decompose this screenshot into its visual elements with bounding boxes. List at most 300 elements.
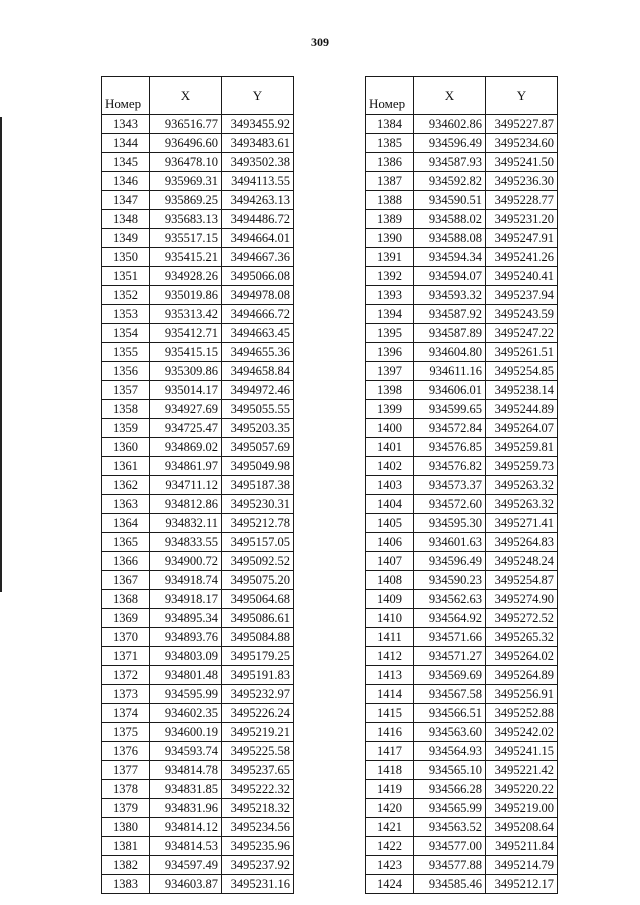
point-number-cell: 1346 bbox=[102, 172, 150, 191]
table-row bbox=[102, 172, 294, 191]
coord-y-cell: 3494658.84 bbox=[222, 362, 294, 381]
coord-x-cell: 934812.86 bbox=[150, 495, 222, 514]
coord-y-cell: 3494664.01 bbox=[222, 229, 294, 248]
coord-y-cell: 3493455.92 bbox=[222, 115, 294, 134]
coord-y-cell: 3495055.55 bbox=[222, 400, 294, 419]
coord-x-cell: 934832.11 bbox=[150, 514, 222, 533]
point-number-cell: 1343 bbox=[102, 115, 150, 134]
point-number-cell: 1394 bbox=[366, 305, 414, 324]
coord-y-cell: 3495236.30 bbox=[486, 172, 558, 191]
coord-y-cell: 3494486.72 bbox=[222, 210, 294, 229]
point-number-cell: 1399 bbox=[366, 400, 414, 419]
table-row bbox=[102, 457, 294, 476]
point-number-cell: 1408 bbox=[366, 571, 414, 590]
point-number-cell: 1358 bbox=[102, 400, 150, 419]
coord-y-cell: 3495084.88 bbox=[222, 628, 294, 647]
table-row bbox=[102, 115, 294, 134]
coord-y-cell: 3495219.00 bbox=[486, 799, 558, 818]
point-number-cell: 1344 bbox=[102, 134, 150, 153]
point-number-cell: 1345 bbox=[102, 153, 150, 172]
table-row bbox=[102, 514, 294, 533]
coord-y-cell: 3495254.85 bbox=[486, 362, 558, 381]
coord-x-cell: 934595.30 bbox=[414, 514, 486, 533]
coord-y-cell: 3495212.17 bbox=[486, 875, 558, 894]
table-row bbox=[366, 875, 558, 894]
coord-x-cell: 934569.69 bbox=[414, 666, 486, 685]
table-row bbox=[102, 229, 294, 248]
coord-x-cell: 934572.84 bbox=[414, 419, 486, 438]
coord-y-cell: 3495066.08 bbox=[222, 267, 294, 286]
point-number-cell: 1356 bbox=[102, 362, 150, 381]
coord-x-cell: 934918.17 bbox=[150, 590, 222, 609]
point-number-cell: 1398 bbox=[366, 381, 414, 400]
coord-y-cell: 3495274.90 bbox=[486, 590, 558, 609]
coord-x-cell: 934563.52 bbox=[414, 818, 486, 837]
point-number-cell: 1375 bbox=[102, 723, 150, 742]
table-row bbox=[366, 362, 558, 381]
table-row bbox=[102, 609, 294, 628]
coord-y-cell: 3495228.77 bbox=[486, 191, 558, 210]
point-number-cell: 1423 bbox=[366, 856, 414, 875]
point-number-cell: 1418 bbox=[366, 761, 414, 780]
table-row bbox=[366, 704, 558, 723]
coord-y-cell: 3495240.41 bbox=[486, 267, 558, 286]
coord-x-cell: 934814.12 bbox=[150, 818, 222, 837]
point-number-cell: 1370 bbox=[102, 628, 150, 647]
coord-x-cell: 934814.78 bbox=[150, 761, 222, 780]
coord-x-cell: 934571.27 bbox=[414, 647, 486, 666]
coord-x-cell: 934596.49 bbox=[414, 552, 486, 571]
table-row bbox=[102, 799, 294, 818]
table-row bbox=[102, 495, 294, 514]
table-row bbox=[366, 742, 558, 761]
coord-y-cell: 3495057.69 bbox=[222, 438, 294, 457]
coord-x-cell: 934592.82 bbox=[414, 172, 486, 191]
coord-y-cell: 3495247.91 bbox=[486, 229, 558, 248]
coord-x-cell: 935412.71 bbox=[150, 324, 222, 343]
point-number-cell: 1368 bbox=[102, 590, 150, 609]
table-row bbox=[366, 628, 558, 647]
point-number-cell: 1357 bbox=[102, 381, 150, 400]
coord-y-cell: 3495222.32 bbox=[222, 780, 294, 799]
coord-y-cell: 3495264.07 bbox=[486, 419, 558, 438]
point-number-cell: 1376 bbox=[102, 742, 150, 761]
coord-x-cell: 936496.60 bbox=[150, 134, 222, 153]
coord-x-cell: 934587.93 bbox=[414, 153, 486, 172]
point-number-cell: 1417 bbox=[366, 742, 414, 761]
table-row bbox=[366, 533, 558, 552]
coord-x-cell: 934814.53 bbox=[150, 837, 222, 856]
table-row bbox=[366, 191, 558, 210]
table-row bbox=[102, 362, 294, 381]
coord-y-cell: 3495221.42 bbox=[486, 761, 558, 780]
table-row bbox=[102, 533, 294, 552]
coord-x-cell: 934590.23 bbox=[414, 571, 486, 590]
point-number-cell: 1424 bbox=[366, 875, 414, 894]
point-number-cell: 1379 bbox=[102, 799, 150, 818]
coord-x-cell: 934597.49 bbox=[150, 856, 222, 875]
point-number-cell: 1403 bbox=[366, 476, 414, 495]
point-number-cell: 1350 bbox=[102, 248, 150, 267]
coord-y-cell: 3495265.32 bbox=[486, 628, 558, 647]
point-number-cell: 1416 bbox=[366, 723, 414, 742]
coord-x-cell: 934594.07 bbox=[414, 267, 486, 286]
point-number-cell: 1409 bbox=[366, 590, 414, 609]
coord-y-cell: 3494663.45 bbox=[222, 324, 294, 343]
coord-y-cell: 3495203.35 bbox=[222, 419, 294, 438]
coord-x-cell: 934567.58 bbox=[414, 685, 486, 704]
coord-y-cell: 3495272.52 bbox=[486, 609, 558, 628]
table-row bbox=[102, 476, 294, 495]
table-row bbox=[102, 153, 294, 172]
table-row bbox=[102, 210, 294, 229]
coord-x-cell: 934566.51 bbox=[414, 704, 486, 723]
point-number-cell: 1364 bbox=[102, 514, 150, 533]
coord-x-cell: 934833.55 bbox=[150, 533, 222, 552]
coord-x-cell: 935683.13 bbox=[150, 210, 222, 229]
point-number-cell: 1420 bbox=[366, 799, 414, 818]
table-row bbox=[366, 476, 558, 495]
point-number-cell: 1355 bbox=[102, 343, 150, 362]
table-row bbox=[102, 438, 294, 457]
point-number-cell: 1388 bbox=[366, 191, 414, 210]
table-row bbox=[102, 761, 294, 780]
point-number-cell: 1415 bbox=[366, 704, 414, 723]
table-row bbox=[366, 685, 558, 704]
point-number-cell: 1421 bbox=[366, 818, 414, 837]
coord-y-cell: 3495243.59 bbox=[486, 305, 558, 324]
table-row bbox=[102, 400, 294, 419]
coord-x-cell: 934594.34 bbox=[414, 248, 486, 267]
coord-x-cell: 934711.12 bbox=[150, 476, 222, 495]
table-row bbox=[102, 191, 294, 210]
table-row bbox=[366, 343, 558, 362]
table-row bbox=[102, 628, 294, 647]
coord-x-cell: 934576.82 bbox=[414, 457, 486, 476]
point-number-cell: 1362 bbox=[102, 476, 150, 495]
table-row bbox=[366, 438, 558, 457]
point-number-cell: 1407 bbox=[366, 552, 414, 571]
point-number-cell: 1400 bbox=[366, 419, 414, 438]
coord-y-cell: 3495241.15 bbox=[486, 742, 558, 761]
coord-y-cell: 3495238.14 bbox=[486, 381, 558, 400]
coord-x-cell: 934861.97 bbox=[150, 457, 222, 476]
point-number-cell: 1381 bbox=[102, 837, 150, 856]
coord-x-cell: 934869.02 bbox=[150, 438, 222, 457]
table-row bbox=[366, 115, 558, 134]
coord-x-cell: 934900.72 bbox=[150, 552, 222, 571]
table-row bbox=[366, 324, 558, 343]
table-row bbox=[366, 229, 558, 248]
point-number-cell: 1365 bbox=[102, 533, 150, 552]
point-number-cell: 1377 bbox=[102, 761, 150, 780]
coord-y-cell: 3494667.36 bbox=[222, 248, 294, 267]
coord-y-cell: 3495264.83 bbox=[486, 533, 558, 552]
point-number-cell: 1405 bbox=[366, 514, 414, 533]
table-row bbox=[366, 267, 558, 286]
table-row bbox=[366, 153, 558, 172]
coord-x-cell: 935415.15 bbox=[150, 343, 222, 362]
table-row bbox=[102, 248, 294, 267]
coord-x-cell: 934593.32 bbox=[414, 286, 486, 305]
coord-y-cell: 3495225.58 bbox=[222, 742, 294, 761]
table-row bbox=[366, 248, 558, 267]
coord-y-cell: 3495191.83 bbox=[222, 666, 294, 685]
coord-y-cell: 3495259.73 bbox=[486, 457, 558, 476]
coord-x-cell: 934928.26 bbox=[150, 267, 222, 286]
point-number-cell: 1406 bbox=[366, 533, 414, 552]
coord-x-cell: 934588.08 bbox=[414, 229, 486, 248]
header-y: Y bbox=[222, 77, 294, 115]
coord-y-cell: 3495252.88 bbox=[486, 704, 558, 723]
coord-y-cell: 3495244.89 bbox=[486, 400, 558, 419]
coord-x-cell: 934606.01 bbox=[414, 381, 486, 400]
table-row bbox=[366, 590, 558, 609]
point-number-cell: 1412 bbox=[366, 647, 414, 666]
point-number-cell: 1359 bbox=[102, 419, 150, 438]
coord-y-cell: 3495263.32 bbox=[486, 476, 558, 495]
coord-x-cell: 934893.76 bbox=[150, 628, 222, 647]
coord-x-cell: 934603.87 bbox=[150, 875, 222, 894]
point-number-cell: 1396 bbox=[366, 343, 414, 362]
table-row bbox=[102, 381, 294, 400]
coord-y-cell: 3494972.46 bbox=[222, 381, 294, 400]
coord-y-cell: 3495187.38 bbox=[222, 476, 294, 495]
coord-y-cell: 3495226.24 bbox=[222, 704, 294, 723]
table-row bbox=[366, 780, 558, 799]
coord-x-cell: 934587.89 bbox=[414, 324, 486, 343]
point-number-cell: 1410 bbox=[366, 609, 414, 628]
coord-y-cell: 3495231.16 bbox=[222, 875, 294, 894]
header-number: Номер bbox=[102, 77, 150, 115]
point-number-cell: 1380 bbox=[102, 818, 150, 837]
table-row bbox=[102, 343, 294, 362]
point-number-cell: 1395 bbox=[366, 324, 414, 343]
coord-x-cell: 934927.69 bbox=[150, 400, 222, 419]
table-row bbox=[102, 685, 294, 704]
table-row bbox=[102, 780, 294, 799]
coord-x-cell: 934599.65 bbox=[414, 400, 486, 419]
table-row bbox=[102, 571, 294, 590]
coord-y-cell: 3495259.81 bbox=[486, 438, 558, 457]
point-number-cell: 1392 bbox=[366, 267, 414, 286]
coord-y-cell: 3495049.98 bbox=[222, 457, 294, 476]
table-row bbox=[366, 305, 558, 324]
table-row bbox=[366, 514, 558, 533]
coord-x-cell: 934611.16 bbox=[414, 362, 486, 381]
table-row bbox=[102, 134, 294, 153]
coordinates-table-right bbox=[365, 76, 558, 894]
coord-x-cell: 934602.86 bbox=[414, 115, 486, 134]
coord-x-cell: 934565.10 bbox=[414, 761, 486, 780]
coord-x-cell: 934803.09 bbox=[150, 647, 222, 666]
coord-x-cell: 935869.25 bbox=[150, 191, 222, 210]
table-row bbox=[102, 704, 294, 723]
table-row bbox=[102, 742, 294, 761]
table-row bbox=[102, 666, 294, 685]
coord-y-cell: 3495092.52 bbox=[222, 552, 294, 571]
coord-x-cell: 935517.15 bbox=[150, 229, 222, 248]
header-y: Y bbox=[486, 77, 558, 115]
coord-y-cell: 3494666.72 bbox=[222, 305, 294, 324]
coord-y-cell: 3495237.92 bbox=[222, 856, 294, 875]
table-row bbox=[366, 856, 558, 875]
point-number-cell: 1354 bbox=[102, 324, 150, 343]
point-number-cell: 1374 bbox=[102, 704, 150, 723]
table-row bbox=[102, 590, 294, 609]
point-number-cell: 1349 bbox=[102, 229, 150, 248]
point-number-cell: 1401 bbox=[366, 438, 414, 457]
table-row bbox=[102, 324, 294, 343]
coord-y-cell: 3495179.25 bbox=[222, 647, 294, 666]
coord-y-cell: 3495212.78 bbox=[222, 514, 294, 533]
coord-y-cell: 3495242.02 bbox=[486, 723, 558, 742]
point-number-cell: 1389 bbox=[366, 210, 414, 229]
coord-y-cell: 3495214.79 bbox=[486, 856, 558, 875]
table-row bbox=[366, 495, 558, 514]
coord-y-cell: 3495157.05 bbox=[222, 533, 294, 552]
table-header-row bbox=[366, 77, 558, 115]
point-number-cell: 1419 bbox=[366, 780, 414, 799]
coord-y-cell: 3495218.32 bbox=[222, 799, 294, 818]
table-row bbox=[366, 723, 558, 742]
coord-x-cell: 934725.47 bbox=[150, 419, 222, 438]
point-number-cell: 1363 bbox=[102, 495, 150, 514]
point-number-cell: 1402 bbox=[366, 457, 414, 476]
table-row bbox=[366, 210, 558, 229]
point-number-cell: 1413 bbox=[366, 666, 414, 685]
coord-x-cell: 934587.92 bbox=[414, 305, 486, 324]
point-number-cell: 1397 bbox=[366, 362, 414, 381]
point-number-cell: 1386 bbox=[366, 153, 414, 172]
table-row bbox=[366, 799, 558, 818]
coord-x-cell: 934565.99 bbox=[414, 799, 486, 818]
coord-x-cell: 935313.42 bbox=[150, 305, 222, 324]
table-row bbox=[102, 286, 294, 305]
table-row bbox=[366, 552, 558, 571]
coord-x-cell: 934576.85 bbox=[414, 438, 486, 457]
coord-x-cell: 935415.21 bbox=[150, 248, 222, 267]
table-row bbox=[366, 419, 558, 438]
table-row bbox=[366, 818, 558, 837]
coord-y-cell: 3494655.36 bbox=[222, 343, 294, 362]
coord-x-cell: 935309.86 bbox=[150, 362, 222, 381]
coord-x-cell: 934577.00 bbox=[414, 837, 486, 856]
coord-y-cell: 3495247.22 bbox=[486, 324, 558, 343]
coord-y-cell: 3495211.84 bbox=[486, 837, 558, 856]
coord-y-cell: 3495235.96 bbox=[222, 837, 294, 856]
table-row bbox=[102, 856, 294, 875]
page-number: 309 bbox=[311, 35, 329, 49]
table-row bbox=[366, 761, 558, 780]
coord-x-cell: 934595.99 bbox=[150, 685, 222, 704]
coord-x-cell: 936516.77 bbox=[150, 115, 222, 134]
coordinates-table-left bbox=[101, 76, 294, 894]
coord-y-cell: 3495271.41 bbox=[486, 514, 558, 533]
coord-x-cell: 934566.28 bbox=[414, 780, 486, 799]
coord-y-cell: 3493502.38 bbox=[222, 153, 294, 172]
coord-x-cell: 934585.46 bbox=[414, 875, 486, 894]
coord-y-cell: 3495208.64 bbox=[486, 818, 558, 837]
coord-y-cell: 3495230.31 bbox=[222, 495, 294, 514]
table-row bbox=[102, 723, 294, 742]
table-row bbox=[366, 400, 558, 419]
table-row bbox=[102, 647, 294, 666]
table-row bbox=[102, 875, 294, 894]
table-row bbox=[366, 647, 558, 666]
coord-y-cell: 3495234.60 bbox=[486, 134, 558, 153]
coord-y-cell: 3495264.02 bbox=[486, 647, 558, 666]
coord-x-cell: 934601.63 bbox=[414, 533, 486, 552]
table-row bbox=[366, 837, 558, 856]
coord-x-cell: 934590.51 bbox=[414, 191, 486, 210]
table-row bbox=[366, 172, 558, 191]
header-x: X bbox=[414, 77, 486, 115]
point-number-cell: 1382 bbox=[102, 856, 150, 875]
coord-y-cell: 3495248.24 bbox=[486, 552, 558, 571]
table-row bbox=[366, 609, 558, 628]
coord-x-cell: 934571.66 bbox=[414, 628, 486, 647]
table-row bbox=[366, 381, 558, 400]
coord-x-cell: 935969.31 bbox=[150, 172, 222, 191]
coord-y-cell: 3495227.87 bbox=[486, 115, 558, 134]
coord-y-cell: 3495237.94 bbox=[486, 286, 558, 305]
point-number-cell: 1391 bbox=[366, 248, 414, 267]
coord-x-cell: 935014.17 bbox=[150, 381, 222, 400]
table-header-row bbox=[102, 77, 294, 115]
coord-x-cell: 934577.88 bbox=[414, 856, 486, 875]
coord-y-cell: 3495256.91 bbox=[486, 685, 558, 704]
coord-y-cell: 3495237.65 bbox=[222, 761, 294, 780]
coord-y-cell: 3495234.56 bbox=[222, 818, 294, 837]
table-row bbox=[366, 666, 558, 685]
coord-x-cell: 934831.85 bbox=[150, 780, 222, 799]
header-x: X bbox=[150, 77, 222, 115]
point-number-cell: 1393 bbox=[366, 286, 414, 305]
point-number-cell: 1422 bbox=[366, 837, 414, 856]
point-number-cell: 1414 bbox=[366, 685, 414, 704]
coord-x-cell: 934895.34 bbox=[150, 609, 222, 628]
coord-y-cell: 3495064.68 bbox=[222, 590, 294, 609]
table-row bbox=[366, 134, 558, 153]
coord-y-cell: 3495075.20 bbox=[222, 571, 294, 590]
coord-y-cell: 3495261.51 bbox=[486, 343, 558, 362]
table-row bbox=[102, 267, 294, 286]
point-number-cell: 1347 bbox=[102, 191, 150, 210]
margin-bar bbox=[0, 117, 2, 592]
point-number-cell: 1373 bbox=[102, 685, 150, 704]
point-number-cell: 1404 bbox=[366, 495, 414, 514]
coord-y-cell: 3495219.21 bbox=[222, 723, 294, 742]
coord-x-cell: 934564.92 bbox=[414, 609, 486, 628]
point-number-cell: 1390 bbox=[366, 229, 414, 248]
coord-x-cell: 934564.93 bbox=[414, 742, 486, 761]
coord-y-cell: 3494263.13 bbox=[222, 191, 294, 210]
coord-y-cell: 3495232.97 bbox=[222, 685, 294, 704]
point-number-cell: 1372 bbox=[102, 666, 150, 685]
table-row bbox=[102, 837, 294, 856]
coord-y-cell: 3495241.26 bbox=[486, 248, 558, 267]
coord-x-cell: 934563.60 bbox=[414, 723, 486, 742]
point-number-cell: 1371 bbox=[102, 647, 150, 666]
coord-y-cell: 3495086.61 bbox=[222, 609, 294, 628]
header-number: Номер bbox=[366, 77, 414, 115]
point-number-cell: 1366 bbox=[102, 552, 150, 571]
point-number-cell: 1352 bbox=[102, 286, 150, 305]
coord-y-cell: 3495241.50 bbox=[486, 153, 558, 172]
table-row bbox=[366, 571, 558, 590]
coord-x-cell: 936478.10 bbox=[150, 153, 222, 172]
